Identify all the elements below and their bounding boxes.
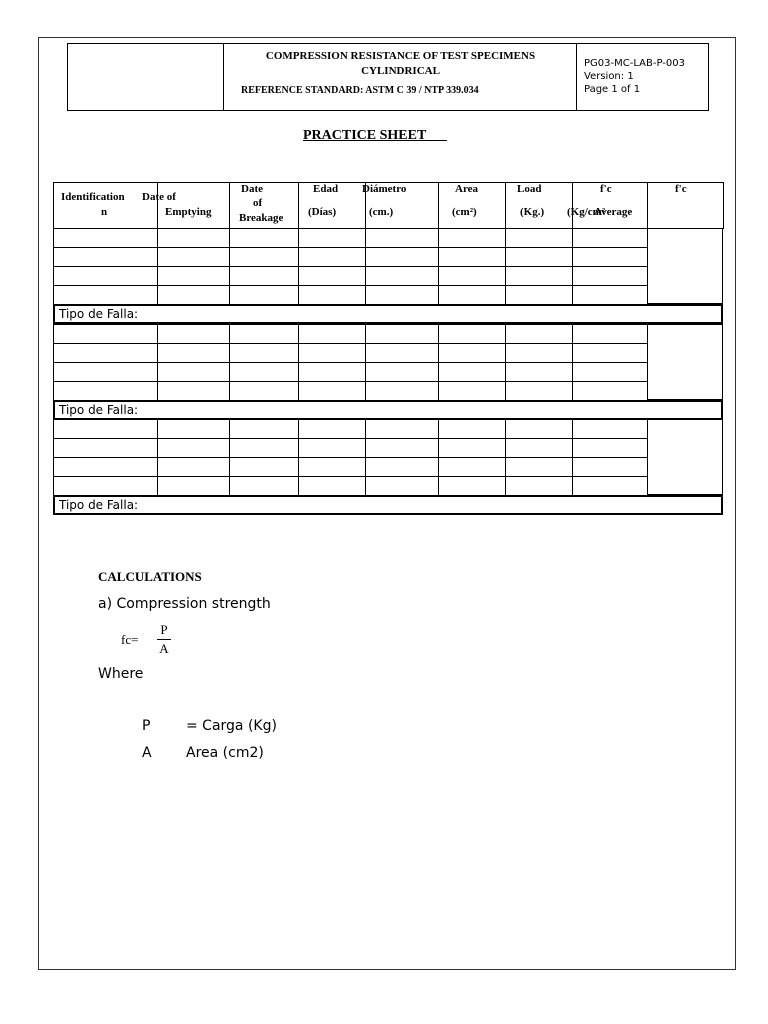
table-cell xyxy=(438,343,506,363)
table-cell xyxy=(229,285,299,305)
table-cell xyxy=(298,419,366,439)
table-header-label: (Kg/cm² xyxy=(567,206,606,218)
table-header-label: n xyxy=(101,206,108,218)
average-cell xyxy=(647,324,723,400)
table-cell xyxy=(298,476,366,496)
header-title xyxy=(225,49,576,79)
calculations-title: CALCULATIONS xyxy=(98,569,202,584)
reference-standard: REFERENCE STANDARD: ASTM C 39 / NTP 339.034 xyxy=(241,85,479,96)
practice-sheet-title: PRACTICE SHEET xyxy=(303,128,448,143)
table-cell xyxy=(365,476,439,496)
failure-type-row xyxy=(53,495,723,515)
table-header-label: of xyxy=(253,197,263,209)
table-cell xyxy=(157,362,230,382)
table-cell xyxy=(438,476,506,496)
average-cell xyxy=(647,419,723,495)
definition-symbol: P xyxy=(142,718,151,734)
table-cell xyxy=(298,362,366,382)
table-cell xyxy=(505,381,573,401)
table-cell xyxy=(229,228,299,248)
table-cell xyxy=(365,285,439,305)
table-cell xyxy=(53,457,158,477)
table-header-label: f'c xyxy=(600,183,612,195)
document-header xyxy=(67,43,709,111)
table-cell xyxy=(229,381,299,401)
table-cell xyxy=(438,228,506,248)
table-cell xyxy=(298,438,366,458)
table-cell xyxy=(572,228,648,248)
table-cell xyxy=(438,247,506,267)
formula-denominator: A xyxy=(159,641,169,656)
definition-text: = Carga (Kg) xyxy=(186,718,277,734)
table-cell xyxy=(572,285,648,305)
table-cell xyxy=(572,457,648,477)
table-cell xyxy=(229,247,299,267)
table-cell xyxy=(438,324,506,344)
failure-type-label: Tipo de Falla: xyxy=(59,403,139,417)
table-cell xyxy=(438,419,506,439)
table-cell xyxy=(365,228,439,248)
failure-type-label: Tipo de Falla: xyxy=(59,498,139,512)
table-header-label: (Kg.) xyxy=(520,206,545,218)
table-cell xyxy=(572,247,648,267)
table-cell xyxy=(53,476,158,496)
where-label: Where xyxy=(98,666,144,682)
table-cell xyxy=(53,247,158,267)
table-cell xyxy=(53,438,158,458)
table-cell xyxy=(229,419,299,439)
average-cell xyxy=(647,228,723,304)
table-cell xyxy=(298,228,366,248)
table-cell xyxy=(157,324,230,344)
table-cell xyxy=(572,438,648,458)
table-cell xyxy=(505,476,573,496)
table-cell xyxy=(365,438,439,458)
table-cell xyxy=(229,266,299,286)
header-title-line1: COMPRESSION RESISTANCE OF TEST SPECIMENS xyxy=(265,50,536,62)
table-cell xyxy=(572,324,648,344)
table-cell xyxy=(572,419,648,439)
table-cell xyxy=(298,343,366,363)
table-cell xyxy=(53,381,158,401)
header-title-block xyxy=(225,44,577,110)
table-cell xyxy=(505,266,573,286)
table-cell xyxy=(157,476,230,496)
table-cell xyxy=(438,362,506,382)
table-cell xyxy=(298,381,366,401)
failure-type-row xyxy=(53,400,723,420)
table-cell xyxy=(365,343,439,363)
table-header-label: Date of xyxy=(142,191,176,203)
table-cell xyxy=(229,438,299,458)
logo-area xyxy=(68,44,224,110)
table-cell xyxy=(438,285,506,305)
table-cell xyxy=(438,457,506,477)
table-cell xyxy=(365,266,439,286)
failure-type-label: Tipo de Falla: xyxy=(59,307,139,321)
table-cell xyxy=(505,285,573,305)
table-cell xyxy=(572,266,648,286)
table-header-label: f'c xyxy=(675,183,687,195)
table-header-label: Breakage xyxy=(239,212,284,224)
table-header-label: Diámetro xyxy=(362,183,407,195)
table-cell xyxy=(438,266,506,286)
table-cell xyxy=(53,343,158,363)
table-cell xyxy=(157,228,230,248)
table-cell xyxy=(229,343,299,363)
table-cell xyxy=(505,457,573,477)
table-cell xyxy=(505,343,573,363)
document-page: Page 1 of 1 xyxy=(584,84,641,95)
table-cell xyxy=(365,381,439,401)
formula-lhs: fc= xyxy=(121,632,139,647)
table-cell xyxy=(157,266,230,286)
table-header-label: (Días) xyxy=(308,206,337,218)
table-cell xyxy=(157,343,230,363)
table-cell xyxy=(505,438,573,458)
table-cell xyxy=(298,247,366,267)
table-cell xyxy=(157,457,230,477)
table-header-label: Average xyxy=(594,206,633,218)
table-cell xyxy=(53,285,158,305)
table-header-label: (cm.) xyxy=(369,206,394,218)
definition-text: Area (cm2) xyxy=(186,745,264,761)
table-cell xyxy=(53,324,158,344)
table-cell xyxy=(53,362,158,382)
table-header-label: Area xyxy=(455,183,479,195)
calculations-subtitle: a) Compression strength xyxy=(98,596,271,612)
table-cell xyxy=(298,285,366,305)
table-header-label: Load xyxy=(517,183,542,195)
table-cell xyxy=(572,343,648,363)
table-cell xyxy=(438,381,506,401)
table-header-label: Identification xyxy=(61,191,125,203)
table-cell xyxy=(157,285,230,305)
table-cell xyxy=(365,324,439,344)
table-cell xyxy=(53,419,158,439)
table-cell xyxy=(157,247,230,267)
table-cell xyxy=(505,419,573,439)
formula-fraction-bar xyxy=(157,639,171,640)
table-cell xyxy=(157,419,230,439)
table-cell xyxy=(298,266,366,286)
table-cell xyxy=(53,228,158,248)
document-version: Version: 1 xyxy=(584,71,634,82)
practice-table xyxy=(53,182,723,516)
table-cell xyxy=(505,362,573,382)
failure-type-row xyxy=(53,304,723,324)
table-cell xyxy=(505,228,573,248)
table-header-label: (cm²) xyxy=(452,206,477,218)
table-cell xyxy=(229,362,299,382)
table-cell xyxy=(365,247,439,267)
table-cell xyxy=(365,457,439,477)
table-cell xyxy=(505,247,573,267)
table-header-label: Edad xyxy=(313,183,339,195)
formula-numerator: P xyxy=(160,622,168,637)
table-cell xyxy=(157,381,230,401)
document-code: PG03-MC-LAB-P-003 xyxy=(584,58,685,69)
table-cell xyxy=(157,438,230,458)
table-cell xyxy=(572,381,648,401)
document-meta xyxy=(584,57,685,96)
table-header-label: Emptying xyxy=(165,206,212,218)
table-cell xyxy=(438,438,506,458)
table-cell xyxy=(229,324,299,344)
table-cell xyxy=(229,457,299,477)
table-header-label: Date xyxy=(241,183,263,195)
header-title-line2: CYLINDRICAL xyxy=(361,65,440,77)
definition-symbol: A xyxy=(142,745,152,761)
table-cell xyxy=(229,476,299,496)
table-cell xyxy=(298,324,366,344)
table-cell xyxy=(365,362,439,382)
table-cell xyxy=(572,362,648,382)
table-cell xyxy=(365,419,439,439)
table-cell xyxy=(505,324,573,344)
table-cell xyxy=(53,266,158,286)
table-cell xyxy=(298,457,366,477)
table-cell xyxy=(572,476,648,496)
